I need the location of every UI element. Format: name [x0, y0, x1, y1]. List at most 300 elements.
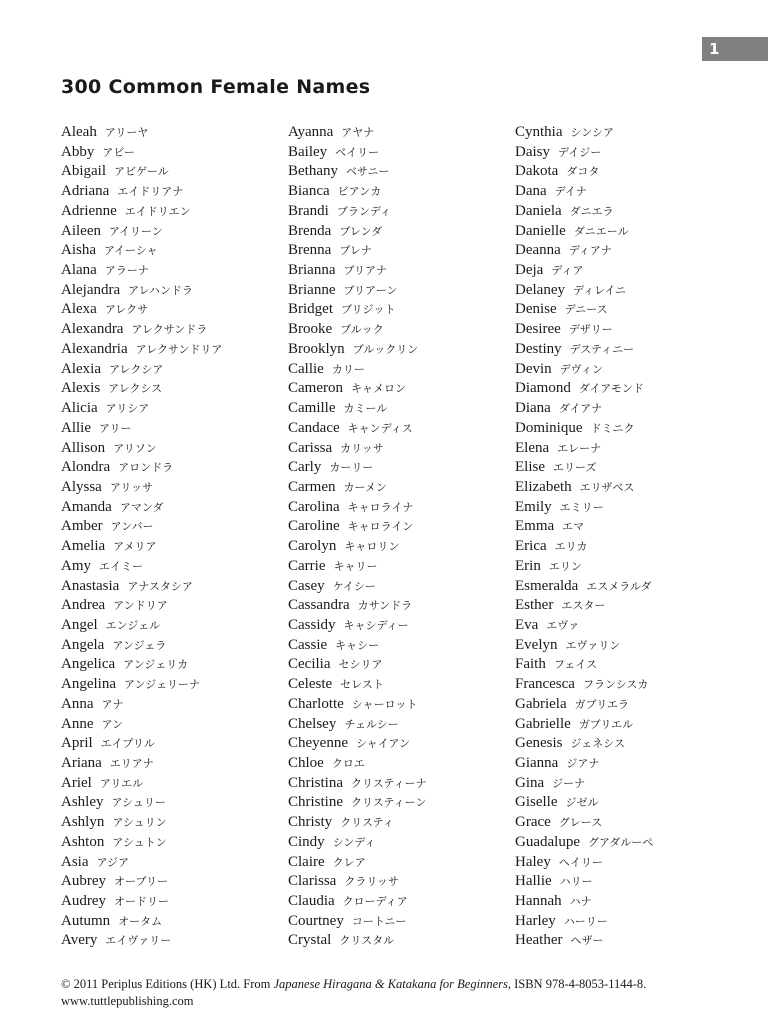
english-name: Brandi — [288, 202, 329, 219]
name-entry — [288, 438, 427, 458]
name-entry — [288, 871, 427, 891]
name-entry — [515, 378, 653, 398]
name-entry — [61, 398, 222, 418]
name-entry — [61, 635, 222, 655]
katakana-name: チェルシー — [344, 717, 399, 731]
katakana-name: ダイアモンド — [578, 382, 644, 396]
katakana-name: ブレンダ — [339, 224, 383, 238]
katakana-name: アリー — [99, 421, 132, 435]
english-name: Courtney — [288, 912, 344, 929]
katakana-name: アンバー — [110, 520, 154, 534]
katakana-name: キャロリン — [344, 540, 400, 554]
english-name: Diana — [515, 400, 551, 417]
name-entry — [288, 792, 427, 812]
english-name: Alexia — [61, 360, 101, 377]
katakana-name: ブランディ — [336, 204, 391, 218]
katakana-name: ベサニー — [346, 165, 390, 179]
katakana-name: エマ — [562, 520, 585, 534]
english-name: Danielle — [515, 222, 566, 239]
english-name: Casey — [288, 577, 325, 594]
name-entry — [515, 595, 653, 615]
name-entry — [61, 852, 222, 872]
name-entry — [61, 694, 222, 714]
name-entry — [515, 536, 653, 556]
english-name: Ashley — [61, 794, 104, 811]
english-name: Adriana — [61, 183, 110, 200]
katakana-name: アシュリー — [111, 796, 166, 810]
name-entry — [288, 497, 427, 517]
katakana-name: アビー — [102, 145, 135, 159]
katakana-name: エンジェル — [105, 618, 161, 632]
english-name: Claudia — [288, 893, 335, 910]
name-entry — [515, 812, 653, 832]
english-name: Christy — [288, 814, 333, 831]
english-name: Chloe — [288, 755, 324, 771]
katakana-name: アヤナ — [341, 126, 375, 139]
name-entry — [288, 615, 427, 635]
katakana-name: カーメン — [343, 480, 387, 494]
english-name: Deanna — [515, 242, 561, 259]
name-entry — [288, 694, 427, 714]
katakana-name: カサンドラ — [357, 599, 413, 613]
name-entry — [61, 438, 222, 458]
katakana-name: ブリアナ — [343, 264, 388, 278]
katakana-name: ベイリー — [335, 145, 380, 159]
english-name: Allie — [61, 419, 91, 436]
english-name: Alexis — [61, 380, 101, 397]
katakana-name: ハーリー — [563, 914, 608, 928]
name-entry — [61, 339, 222, 359]
name-entry — [515, 319, 653, 339]
english-name: Ariel — [61, 774, 92, 791]
english-name: Evelyn — [515, 636, 558, 653]
name-entry — [61, 240, 222, 260]
name-entry — [288, 201, 427, 221]
name-entry — [61, 773, 222, 793]
name-entry — [61, 674, 222, 694]
katakana-name: ディレイニ — [572, 283, 627, 297]
english-name: Faith — [515, 656, 546, 673]
katakana-name: アレハンドラ — [128, 283, 193, 297]
katakana-name: デヴィン — [559, 362, 604, 376]
name-entry — [515, 674, 653, 694]
katakana-name: カリー — [331, 362, 365, 376]
name-entry — [61, 714, 222, 734]
english-name: Carissa — [288, 439, 333, 456]
name-entry — [61, 221, 222, 241]
english-name: Brenda — [288, 222, 332, 239]
english-name: Aileen — [61, 222, 101, 239]
page-title: 300 Common Female Names — [61, 76, 371, 98]
english-name: Christine — [288, 794, 343, 811]
english-name: Caroline — [288, 518, 340, 535]
katakana-name: キャリー — [333, 559, 378, 573]
english-name: Giselle — [515, 794, 558, 811]
name-entry — [288, 753, 427, 773]
name-entry — [61, 280, 222, 300]
katakana-name: オータム — [118, 914, 163, 928]
katakana-name: エミリー — [559, 500, 604, 514]
katakana-name: ドミニク — [590, 421, 635, 435]
english-name: Avery — [61, 932, 98, 949]
name-entry — [61, 812, 222, 832]
name-entry — [61, 615, 222, 635]
name-entry — [515, 930, 653, 950]
english-name: Claire — [288, 853, 325, 870]
name-entry — [515, 516, 653, 536]
english-name: Cheyenne — [288, 735, 348, 752]
english-name: Anastasia — [61, 577, 120, 594]
english-name: Guadalupe — [515, 833, 580, 850]
name-entry — [288, 142, 427, 162]
katakana-name: エイドリアナ — [117, 185, 184, 199]
katakana-name: ハリー — [559, 875, 593, 889]
katakana-name: コートニー — [351, 914, 407, 928]
katakana-name: アンジェリーナ — [123, 678, 201, 692]
english-name: Esther — [515, 597, 554, 614]
english-name: Autumn — [61, 912, 111, 929]
name-entry — [515, 891, 653, 911]
katakana-name: ダニエラ — [569, 204, 614, 218]
katakana-name: ディアナ — [568, 244, 612, 258]
english-name: Grace — [515, 814, 551, 831]
name-entry — [515, 635, 653, 655]
name-entry — [61, 497, 222, 517]
english-name: Carrie — [288, 557, 326, 574]
katakana-name: デイジー — [558, 145, 602, 159]
name-entry — [61, 418, 222, 438]
english-name: Abigail — [61, 163, 106, 180]
katakana-name: ダニエール — [573, 224, 629, 238]
name-entry — [515, 161, 653, 181]
katakana-name: ジェネシス — [570, 737, 625, 751]
katakana-name: エリアナ — [109, 757, 154, 770]
katakana-name: エリザベス — [579, 480, 635, 494]
name-entry — [288, 714, 427, 734]
english-name: Gianna — [515, 755, 559, 771]
katakana-name: アマンダ — [119, 500, 164, 514]
name-entry — [288, 457, 427, 477]
katakana-name: ブルックリン — [352, 342, 419, 356]
name-entry — [288, 891, 427, 911]
name-entry — [61, 871, 222, 891]
name-entry — [61, 378, 222, 398]
katakana-name: エスター — [561, 599, 606, 613]
english-name: Anna — [61, 695, 94, 712]
katakana-name: アビゲール — [114, 165, 169, 179]
english-name: Erica — [515, 538, 547, 555]
english-name: Callie — [288, 360, 324, 377]
name-entry — [515, 871, 653, 891]
name-entry — [288, 635, 427, 655]
name-entry — [61, 457, 222, 477]
katakana-name: フランシスカ — [582, 678, 649, 692]
katakana-name: クリスティーナ — [351, 776, 427, 790]
english-name: Devin — [515, 360, 552, 377]
name-entry — [515, 142, 653, 162]
katakana-name: エヴァ — [546, 618, 580, 632]
katakana-name: オーブリー — [114, 875, 169, 889]
english-name: Allison — [61, 439, 106, 456]
name-entry — [288, 852, 427, 872]
katakana-name: クローディア — [342, 895, 408, 909]
name-entry — [288, 161, 427, 181]
name-entry — [288, 536, 427, 556]
english-name: Adrienne — [61, 202, 117, 219]
english-name: Gabriela — [515, 695, 567, 712]
katakana-name: ブレナ — [339, 244, 372, 258]
katakana-name: カリッサ — [340, 441, 384, 455]
copyright-suffix: , ISBN 978-4-8053-1144-8. — [507, 977, 647, 991]
name-entry — [515, 852, 653, 872]
english-name: Genesis — [515, 735, 563, 752]
english-name: Alexandra — [61, 321, 124, 338]
katakana-name: キャシディー — [343, 618, 409, 632]
katakana-name: エリーズ — [553, 461, 597, 475]
katakana-name: クリスタル — [339, 934, 395, 948]
name-entry — [515, 122, 653, 142]
english-name: Alana — [61, 262, 97, 279]
katakana-name: クレア — [332, 855, 366, 869]
english-name: Alexandria — [61, 340, 128, 357]
name-entry — [515, 181, 653, 201]
name-entry — [515, 457, 653, 477]
english-name: Diamond — [515, 380, 571, 397]
name-entry — [515, 694, 653, 714]
english-name: Desiree — [515, 321, 561, 338]
katakana-name: カーリー — [329, 461, 374, 475]
katakana-name: アジア — [96, 855, 130, 869]
english-name: Amelia — [61, 538, 106, 555]
name-entry — [61, 792, 222, 812]
name-entry — [288, 299, 427, 319]
katakana-name: セシリア — [338, 658, 383, 672]
english-name: Ariana — [61, 755, 102, 771]
english-name: Deja — [515, 262, 544, 279]
english-name: Esmeralda — [515, 577, 579, 594]
name-entry — [515, 714, 653, 734]
english-name: Heather — [515, 932, 563, 949]
katakana-name: アリソン — [113, 441, 157, 455]
english-name: Daisy — [515, 143, 550, 160]
name-entry — [288, 576, 427, 596]
english-name: Hannah — [515, 893, 562, 910]
katakana-name: ブリアーン — [343, 283, 398, 297]
katakana-name: アシュトン — [112, 835, 167, 849]
name-entry — [61, 832, 222, 852]
katakana-name: キャロライン — [347, 520, 414, 534]
katakana-name: グアダルーペ — [587, 835, 654, 849]
katakana-name: ケイシー — [332, 579, 376, 593]
english-name: Elise — [515, 459, 545, 476]
name-entry — [515, 260, 653, 280]
english-name: Ayanna — [288, 124, 334, 140]
katakana-name: アロンドラ — [118, 461, 174, 475]
katakana-name: アリッサ — [109, 480, 153, 494]
publisher-website: www.tuttlepublishing.com — [61, 994, 194, 1008]
name-entry — [288, 674, 427, 694]
english-name: Amanda — [61, 498, 112, 515]
english-name: Chelsey — [288, 715, 337, 732]
name-entry — [515, 299, 653, 319]
english-name: Emily — [515, 498, 552, 515]
katakana-name: シンディ — [332, 835, 376, 849]
english-name: Cynthia — [515, 124, 563, 140]
katakana-name: ジアナ — [566, 757, 600, 770]
name-entry — [515, 832, 653, 852]
katakana-name: アリエル — [99, 776, 144, 790]
english-name: Abby — [61, 143, 95, 160]
english-name: Brianne — [288, 281, 336, 298]
english-name: Dominique — [515, 419, 583, 436]
name-entry — [515, 753, 653, 773]
name-entry — [288, 911, 427, 931]
katakana-name: ガブリエル — [578, 717, 634, 731]
katakana-name: グレース — [558, 816, 603, 830]
katakana-name: エリカ — [554, 540, 588, 554]
name-entry — [288, 556, 427, 576]
english-name: Alyssa — [61, 478, 102, 495]
name-entry — [61, 161, 222, 181]
name-entry — [61, 142, 222, 162]
copyright-footer — [61, 976, 741, 1010]
english-name: Hallie — [515, 873, 552, 890]
english-name: Andrea — [61, 597, 106, 614]
katakana-name: アイリーン — [108, 224, 163, 238]
english-name: Celeste — [288, 676, 333, 693]
name-entry — [61, 930, 222, 950]
katakana-name: デイナ — [554, 185, 587, 199]
name-entry — [288, 221, 427, 241]
name-entry — [61, 299, 222, 319]
name-entry — [515, 418, 653, 438]
katakana-name: アレクサンドラ — [131, 323, 208, 337]
english-name: Cassandra — [288, 597, 350, 614]
english-name: Angelica — [61, 656, 116, 673]
name-entry — [515, 556, 653, 576]
name-entry — [288, 595, 427, 615]
english-name: Dakota — [515, 163, 559, 180]
katakana-name: クラリッサ — [344, 875, 399, 889]
katakana-name: エレーナ — [557, 441, 602, 455]
katakana-name: キャロライナ — [347, 500, 414, 514]
english-name: Gina — [515, 774, 545, 791]
katakana-name: ヘイリー — [558, 855, 603, 869]
copyright-prefix: © 2011 Periplus Editions (HK) Ltd. From — [61, 977, 274, 991]
name-entry — [288, 260, 427, 280]
english-name: Haley — [515, 853, 551, 870]
katakana-name: キャシー — [335, 638, 380, 652]
name-entry — [61, 201, 222, 221]
name-entry — [515, 792, 653, 812]
name-entry — [61, 516, 222, 536]
katakana-name: キャメロン — [350, 382, 406, 396]
katakana-name: オードリー — [114, 895, 169, 909]
katakana-name: アシュリン — [112, 816, 167, 830]
name-entry — [61, 556, 222, 576]
name-entry — [288, 378, 427, 398]
english-name: Carolina — [288, 498, 340, 515]
katakana-name: セレスト — [340, 678, 384, 692]
katakana-name: アリーヤ — [104, 126, 149, 139]
english-name: Delaney — [515, 281, 565, 298]
name-entry — [288, 733, 427, 753]
name-entry — [515, 221, 653, 241]
english-name: Aisha — [61, 242, 96, 259]
katakana-name: ダイアナ — [558, 402, 603, 416]
katakana-name: デザリー — [568, 323, 613, 337]
english-name: Amy — [61, 557, 91, 574]
english-name: Brooke — [288, 321, 333, 338]
katakana-name: エイドリエン — [124, 204, 191, 218]
english-name: Cameron — [288, 380, 343, 397]
name-entry — [61, 359, 222, 379]
english-name: Cindy — [288, 833, 325, 850]
katakana-name: アンジェリカ — [123, 658, 189, 672]
katakana-name: エリン — [548, 559, 582, 573]
english-name: Bianca — [288, 183, 330, 200]
english-name: Camille — [288, 400, 336, 417]
name-entry — [61, 911, 222, 931]
english-name: Bethany — [288, 163, 338, 180]
name-entry — [288, 122, 427, 142]
english-name: Elena — [515, 439, 550, 456]
english-name: Christina — [288, 774, 343, 791]
name-entry — [515, 201, 653, 221]
english-name: Aubrey — [61, 873, 106, 890]
name-entry — [288, 832, 427, 852]
katakana-name: アレクサ — [104, 303, 149, 317]
names-column-1 — [61, 122, 222, 950]
english-name: Alondra — [61, 459, 111, 476]
katakana-name: エイミー — [99, 559, 143, 573]
katakana-name: アンドリア — [113, 599, 168, 613]
name-entry — [61, 536, 222, 556]
name-entry — [515, 240, 653, 260]
name-entry — [515, 773, 653, 793]
english-name: Cassidy — [288, 616, 336, 633]
english-name: Carmen — [288, 478, 336, 495]
katakana-name: カミール — [343, 402, 388, 416]
name-entry — [61, 260, 222, 280]
book-title: Japanese Hiragana & Katakana for Beginners — [273, 977, 508, 991]
name-entry — [288, 280, 427, 300]
katakana-name: フェイス — [553, 658, 598, 672]
katakana-name: ビアンカ — [337, 185, 382, 199]
name-entry — [515, 654, 653, 674]
katakana-name: クリスティ — [340, 816, 394, 830]
english-name: Daniela — [515, 202, 562, 219]
katakana-name: ガブリエラ — [574, 697, 629, 711]
katakana-name: ディア — [551, 264, 584, 278]
name-entry — [515, 911, 653, 931]
katakana-name: アイーシャ — [104, 244, 158, 258]
katakana-name: シャーロット — [351, 697, 418, 711]
english-name: Carolyn — [288, 538, 337, 555]
english-name: Alicia — [61, 400, 98, 417]
name-entry — [61, 576, 222, 596]
name-entry — [288, 516, 427, 536]
name-entry — [288, 359, 427, 379]
katakana-name: エイヴァリー — [105, 934, 172, 948]
english-name: Crystal — [288, 932, 332, 949]
name-entry — [61, 122, 222, 142]
english-name: Emma — [515, 518, 555, 535]
name-entry — [61, 733, 222, 753]
name-entry — [515, 576, 653, 596]
katakana-name: アン — [101, 717, 124, 731]
english-name: April — [61, 735, 93, 752]
